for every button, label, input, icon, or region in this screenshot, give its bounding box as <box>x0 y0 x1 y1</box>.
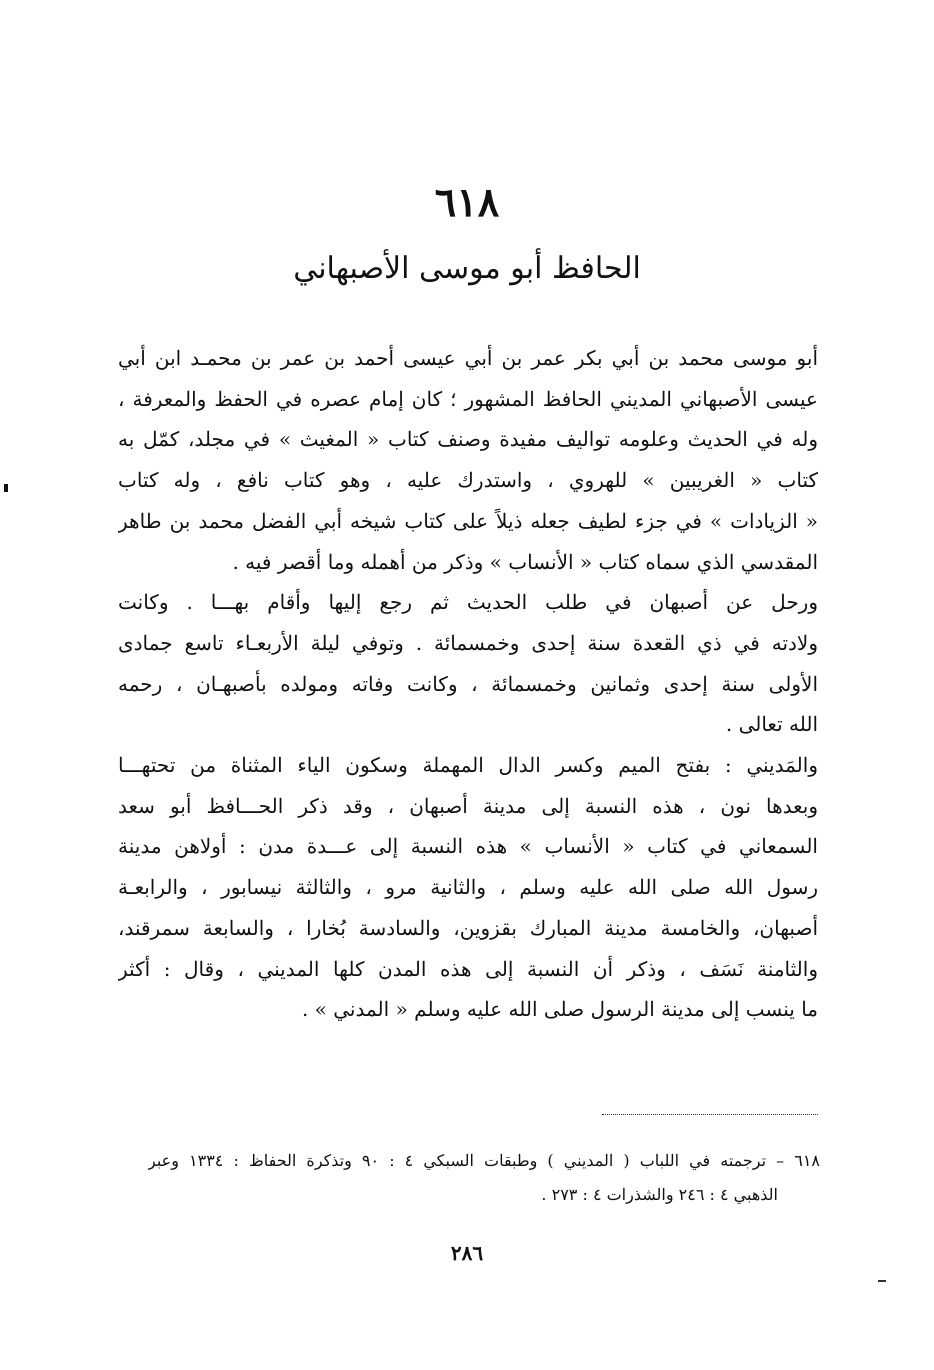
text-line: الله تعالى . <box>725 712 818 737</box>
footnote <box>148 1144 820 1212</box>
text-line: المقدسي الذي سماه كتاب « الأنساب » وذكر من أهمله وما أقصر فيه . <box>232 549 818 574</box>
page-number: ٢٨٦ <box>450 1241 484 1265</box>
entry-title: الحافظ أبو موسى الأصبهاني <box>293 251 641 286</box>
text-line: رسول الله صلى الله عليه وسلم ، والثانية مرو ، والثالثة نيسابور ، والرابعـة <box>118 875 818 900</box>
footnote-line: الذهبي ٤ : ٢٤٦ والشذرات ٤ : ٢٧٣ . <box>541 1185 778 1204</box>
text-line: وبعدها نون ، هذه النسبة إلى مدينة أصبهان ، وقد ذكر الحـــافظ أبو سعد <box>118 793 818 818</box>
body-text <box>118 338 818 1030</box>
paragraph-2 <box>118 582 818 745</box>
text-line: كتاب « الغريبين » للهروي ، واستدرك عليه ، وهو كتاب نافع ، وله كتاب <box>118 468 818 493</box>
scan-mark <box>878 1280 886 1282</box>
text-line: ولادته في ذي القعدة سنة إحدى وخمسمائة . وتوفي ليلة الأربعـاء تاسع جمادى <box>118 630 818 655</box>
text-line: أصبهان، والخامسة مدينة المبارك بقزوين، والسادسة بُخارا ، والسابعة سمرقند، <box>118 915 818 940</box>
footnote-divider <box>602 1114 818 1115</box>
text-line: ورحل عن أصبهان في طلب الحديث ثم رجع إليها وأقام بهـــا . وكانت <box>118 590 818 615</box>
text-line: « الزيادات » في جزء لطيف جعله ذيلاً على كتاب شيخه أبي الفضل محمد بن طاهر <box>118 508 818 533</box>
text-line: الأولى سنة إحدى وثمانين وخمسمائة ، وكانت وفاته ومولده بأصبهـان ، رحمه <box>118 671 818 696</box>
text-line: والثامنة نَسَف ، وذكر أن النسبة إلى هذه المدن كلها المديني ، وقال : أكثر <box>118 956 818 981</box>
text-line: وله في الحديث وعلومه تواليف مفيدة وصنف كتاب « المغيث » في مجلد، كمّل به <box>118 427 818 452</box>
entry-number: ٦١٨ <box>434 179 500 226</box>
text-line: السمعاني في كتاب « الأنساب » هذه النسبة إلى عـــدة مدن : أولاهن مدينة <box>118 834 818 859</box>
text-line: عيسى الأصبهاني المديني الحافظ المشهور ؛ كان إمام عصره في الحفظ والمعرفة ، <box>118 386 818 411</box>
scan-mark <box>4 484 8 492</box>
text-line: والمَديني : بفتح الميم وكسر الدال المهملة وسكون الياء المثناة من تحتهـــا <box>118 753 818 778</box>
text-line: ما ينسب إلى مدينة الرسول صلى الله عليه وسلم « المدني » . <box>301 997 818 1022</box>
paragraph-1 <box>118 338 818 582</box>
paragraph-3 <box>118 745 818 1030</box>
footnote-line: ٦١٨ – ترجمته في اللباب ( المديني ) وطبقات السبكي ٤ : ٩٠ وتذكرة الحفاظ : ١٣٣٤ وعبر <box>148 1151 820 1170</box>
text-line: أبو موسى محمد بن أبي بكر عمر بن أبي عيسى أحمد بن عمر بن محمـد ابن أبي <box>118 346 818 370</box>
